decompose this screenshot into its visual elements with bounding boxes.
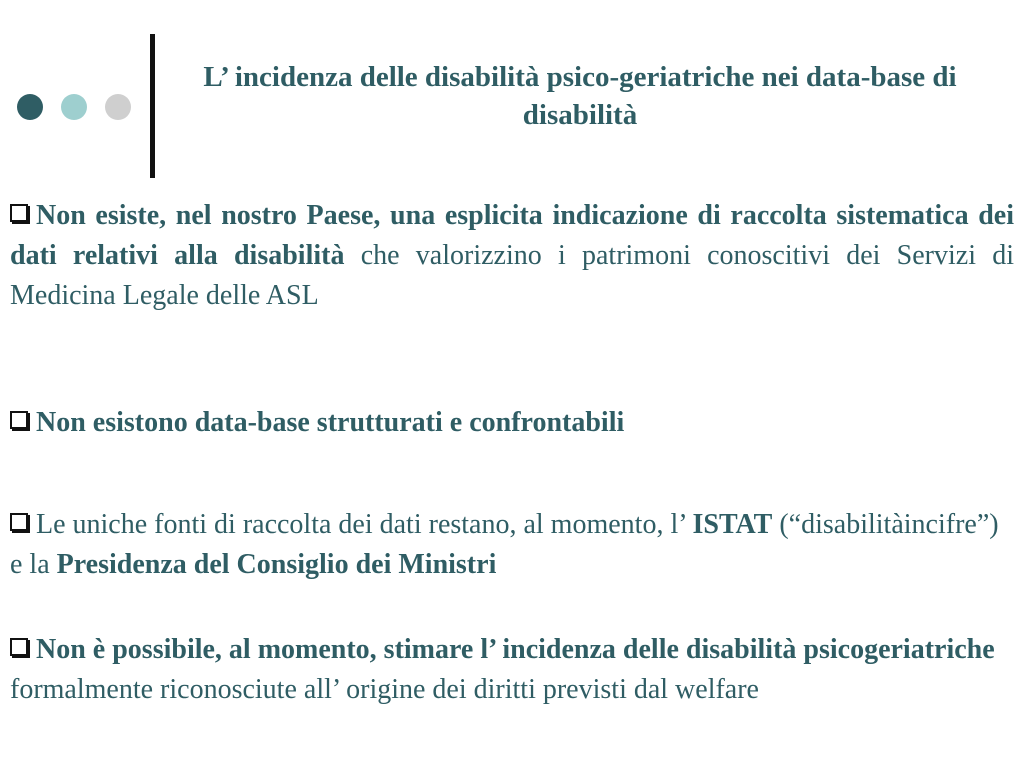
dot-dark [17, 94, 43, 120]
bullet-4-bold: Non è possibile, al momento, stimare l’ incidenza delle disabilità psicogeriatriche [36, 634, 995, 665]
bullet-3-text-b: (“disabilitàincifre”) e la [10, 509, 999, 580]
bullet-1 [10, 196, 1014, 316]
checkbox-square-icon [10, 411, 28, 429]
bullet-2 [10, 403, 1014, 443]
decorative-dots [17, 94, 131, 120]
dot-grey [105, 94, 131, 120]
checkbox-square-icon [10, 513, 28, 531]
title-divider [150, 34, 155, 178]
checkbox-square-icon [10, 638, 28, 656]
bullet-2-bold: Non esistono data-base strutturati e confrontabili [36, 407, 625, 438]
bullet-3-text-a: Le uniche fonti di raccolta dei dati restano, al momento, l’ [36, 509, 693, 540]
bullet-1-bold: Non esiste, nel nostro Paese, una esplicita indicazione di raccolta sistematica dei dati relativi alla disabilità [10, 200, 1014, 271]
checkbox-square-icon [10, 204, 28, 222]
dot-teal [61, 94, 87, 120]
bullet-3-presidenza: Presidenza del Consiglio dei Ministri [56, 549, 497, 580]
bullet-1-text: che valorizzino i patrimoni conoscitivi dei Servizi di Medicina Legale delle ASL [10, 240, 1014, 311]
slide-title: L’ incidenza delle disabilità psico-geriatriche nei data-base di disabilità [203, 61, 957, 131]
bullet-4 [10, 630, 1014, 710]
bullet-4-text: formalmente riconosciute all’ origine dei diritti previsti dal welfare [10, 674, 759, 705]
bullet-3-istat: ISTAT [692, 509, 773, 540]
bullet-3 [10, 505, 1014, 585]
